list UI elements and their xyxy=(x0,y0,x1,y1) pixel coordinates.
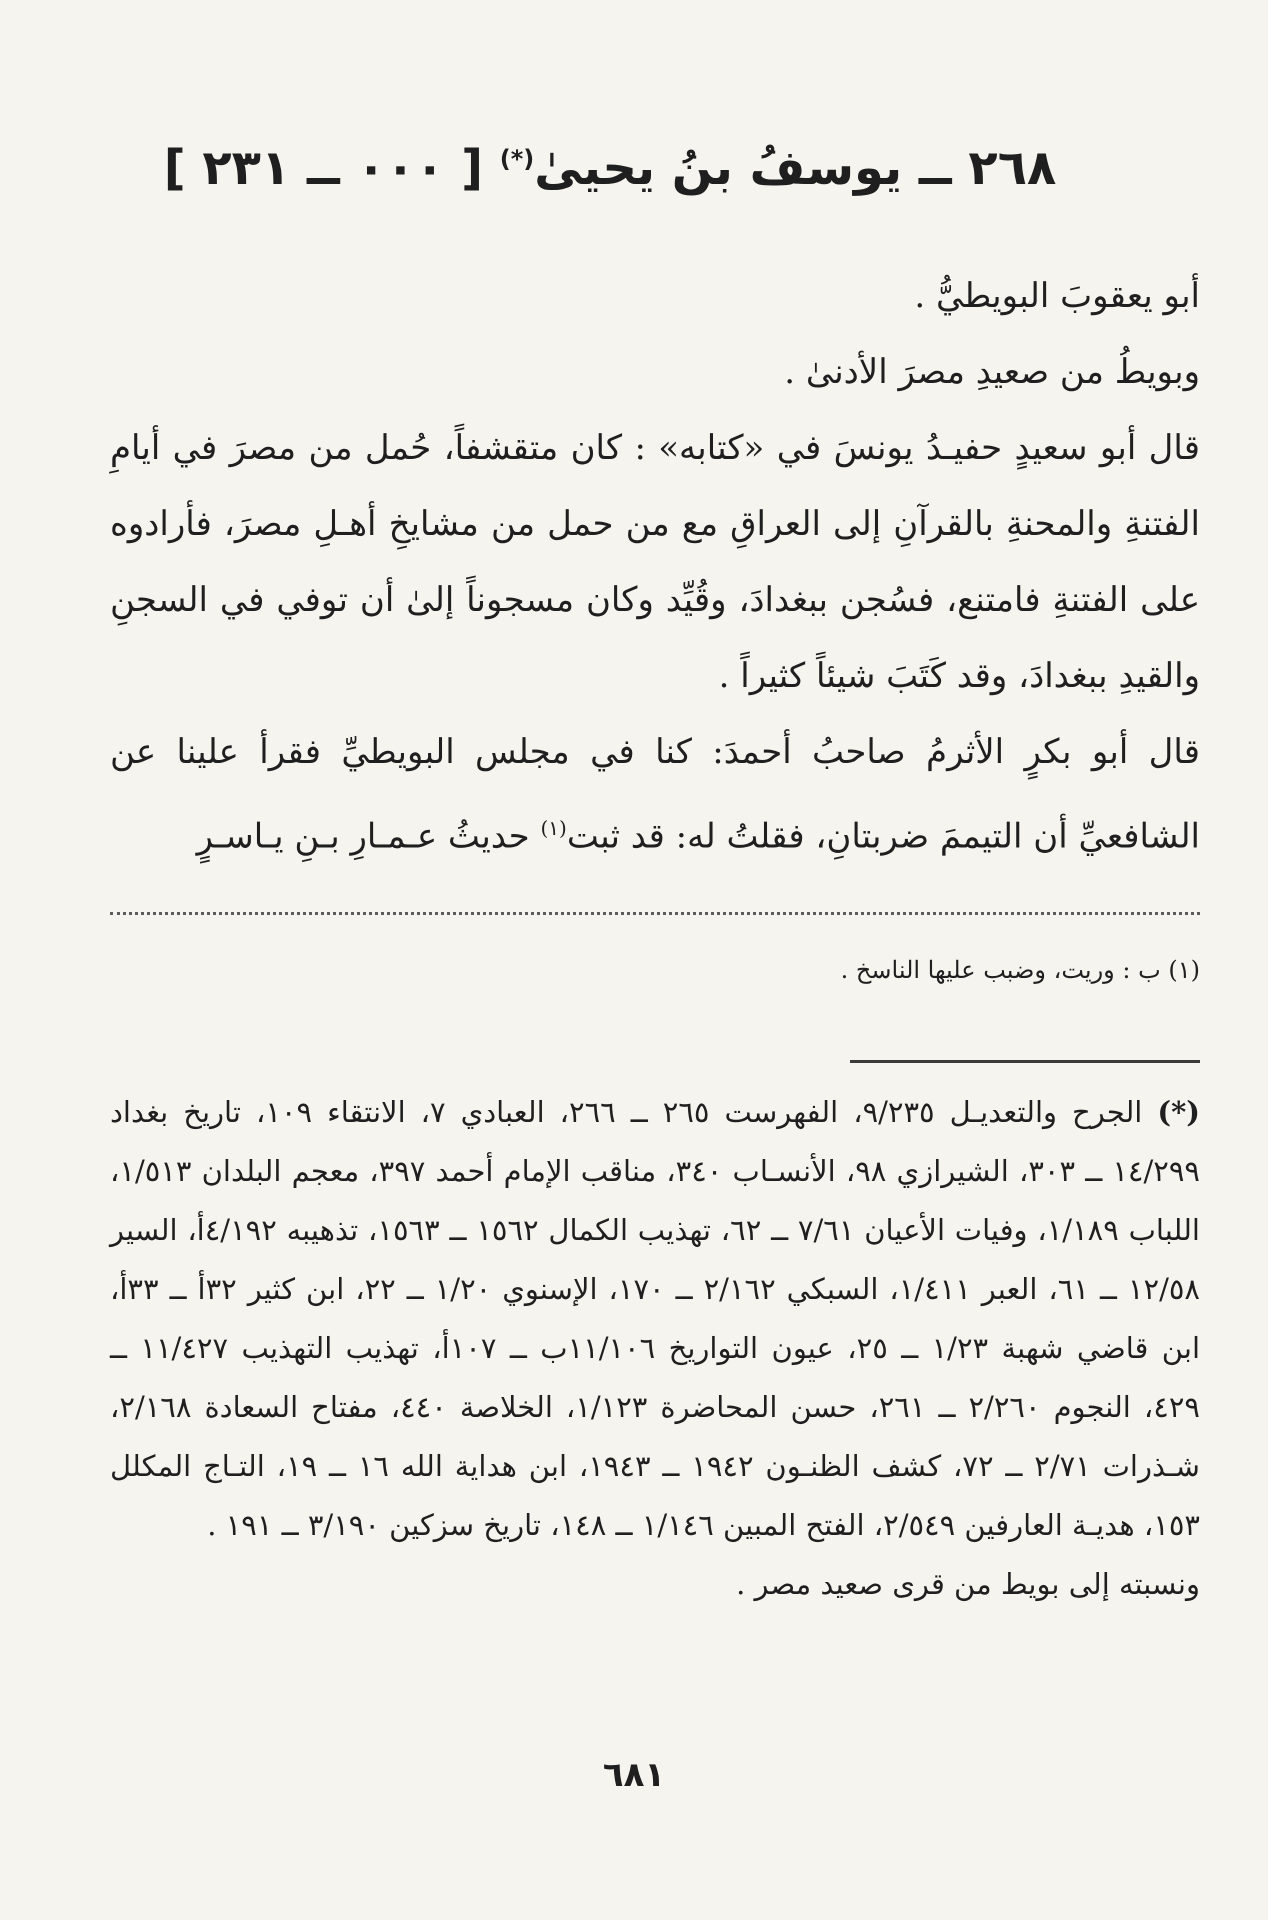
page-number: ٦٨١ xyxy=(602,1755,666,1795)
body-paragraph-1: قال أبو سعيدٍ حفيـدُ يونسَ في «كتابه» : كان متقشفاً، حُمل من مصرَ في أيامِ الفتنةِ والمحنةِ بالقرآنِ إلى العراقِ مع من حمل من مشايخِ أهـلِ مصرَ، فأرادوه على الفتنةِ فامتنع، فسُجن ببغدادَ، وقُيِّد وكان مسجوناً إلىٰ أن توفي في السجنِ والقيدِ ببغدادَ، وقد كَتَبَ شيئاً كثيراً . xyxy=(110,428,1200,696)
sources-divider xyxy=(850,1060,1200,1063)
body-paragraph-2-text: قال أبو بكرٍ الأثرمُ صاحبُ أحمدَ: كنا في مجلس البويطيِّ فقرأ علينا عن الشافعيِّ أن التيممَ ضربتانِ، فقلتُ له: قد ثبت xyxy=(110,732,1200,857)
body-paragraph-2-end: حديثُ عـمـارِ بـنِ يـاسـرٍ xyxy=(196,816,530,857)
footnote-reference: (١) xyxy=(540,816,567,840)
sources-block xyxy=(110,1083,1200,1614)
sources-list xyxy=(110,1083,1200,1555)
entry-heading: ٢٦٨ ــ يوسفُ بنُ يحيىٰ xyxy=(534,140,1057,196)
entry-source-marker: (*) xyxy=(499,145,535,173)
body-paragraph-2 xyxy=(110,714,1200,874)
entry-title xyxy=(110,140,1110,198)
footnote xyxy=(110,950,1200,990)
sources-text: الجرح والتعديـل ٩/٢٣٥، الفهرست ٢٦٥ ــ ٢٦٦، العبادي ٧، الانتقاء ١٠٩، تاريخ بغداد ١٤/٢٩٩ ــ ٣٠٣، الشيرازي ٩٨، الأنسـاب ٣٤٠، مناقب الإمام أحمد ٣٩٧، معجم البلدان ١/٥١٣، اللباب ١/١٨٩، وفيات الأعيان ٧/٦١ ــ ٦٢، تهذيب الكمال ١٥٦٢ ــ ١٥٦٣، تذهيبه ٤/١٩٢أ، السير ١٢/٥٨ ــ ٦١، العبر ١/٤١١، السبكي ٢/١٦٢ ــ ١٧٠، الإسنوي ١/٢٠ ــ ٢٢، ابن كثير ٣٢أ ــ ٣٣أ، ابن قاضي شهبة ١/٢٣ ــ ٢٥، عيون التواريخ ١١/١٠٦ب ــ ١٠٧أ، تهذيب التهذيب ١١/٤٢٧ ــ ٤٢٩، النجوم ٢/٢٦٠ ــ ٢٦١، حسن المحاضرة ١/١٢٣، الخلاصة ٤٤٠، مفتاح السعادة ٢/١٦٨، شـذرات ٢/٧١ ــ ٧٢، كشف الظنـون ١٩٤٢ ــ ١٩٤٣، ابن هداية الله ١٦ ــ ١٩، التـاج المكلل ١٥٣، هديـة العارفين ٢/٥٤٩، الفتح المبين ١/١٤٦ ــ ١٤٨، تاريخ سزكين ٣/١٩٠ ــ ١٩١ . xyxy=(110,1095,1201,1542)
body-line-2: وبويطُ من صعيدِ مصرَ الأدنىٰ . xyxy=(784,352,1200,392)
footnote-text: ب : وريت، وضبب عليها الناسخ . xyxy=(840,956,1161,984)
footnote-number: (١) xyxy=(1168,956,1200,984)
body-line-1: أبو يعقوبَ البويطيُّ . xyxy=(914,276,1200,316)
entry-dates: [ ٠٠٠ ــ ٢٣١ ] xyxy=(163,140,484,196)
sources-marker: (*) xyxy=(1157,1095,1200,1129)
footnote-divider xyxy=(110,912,1200,915)
sources-note: ونسبته إلى بويط من قرى صعيد مصر . xyxy=(736,1567,1200,1601)
entry-body xyxy=(110,258,1200,874)
